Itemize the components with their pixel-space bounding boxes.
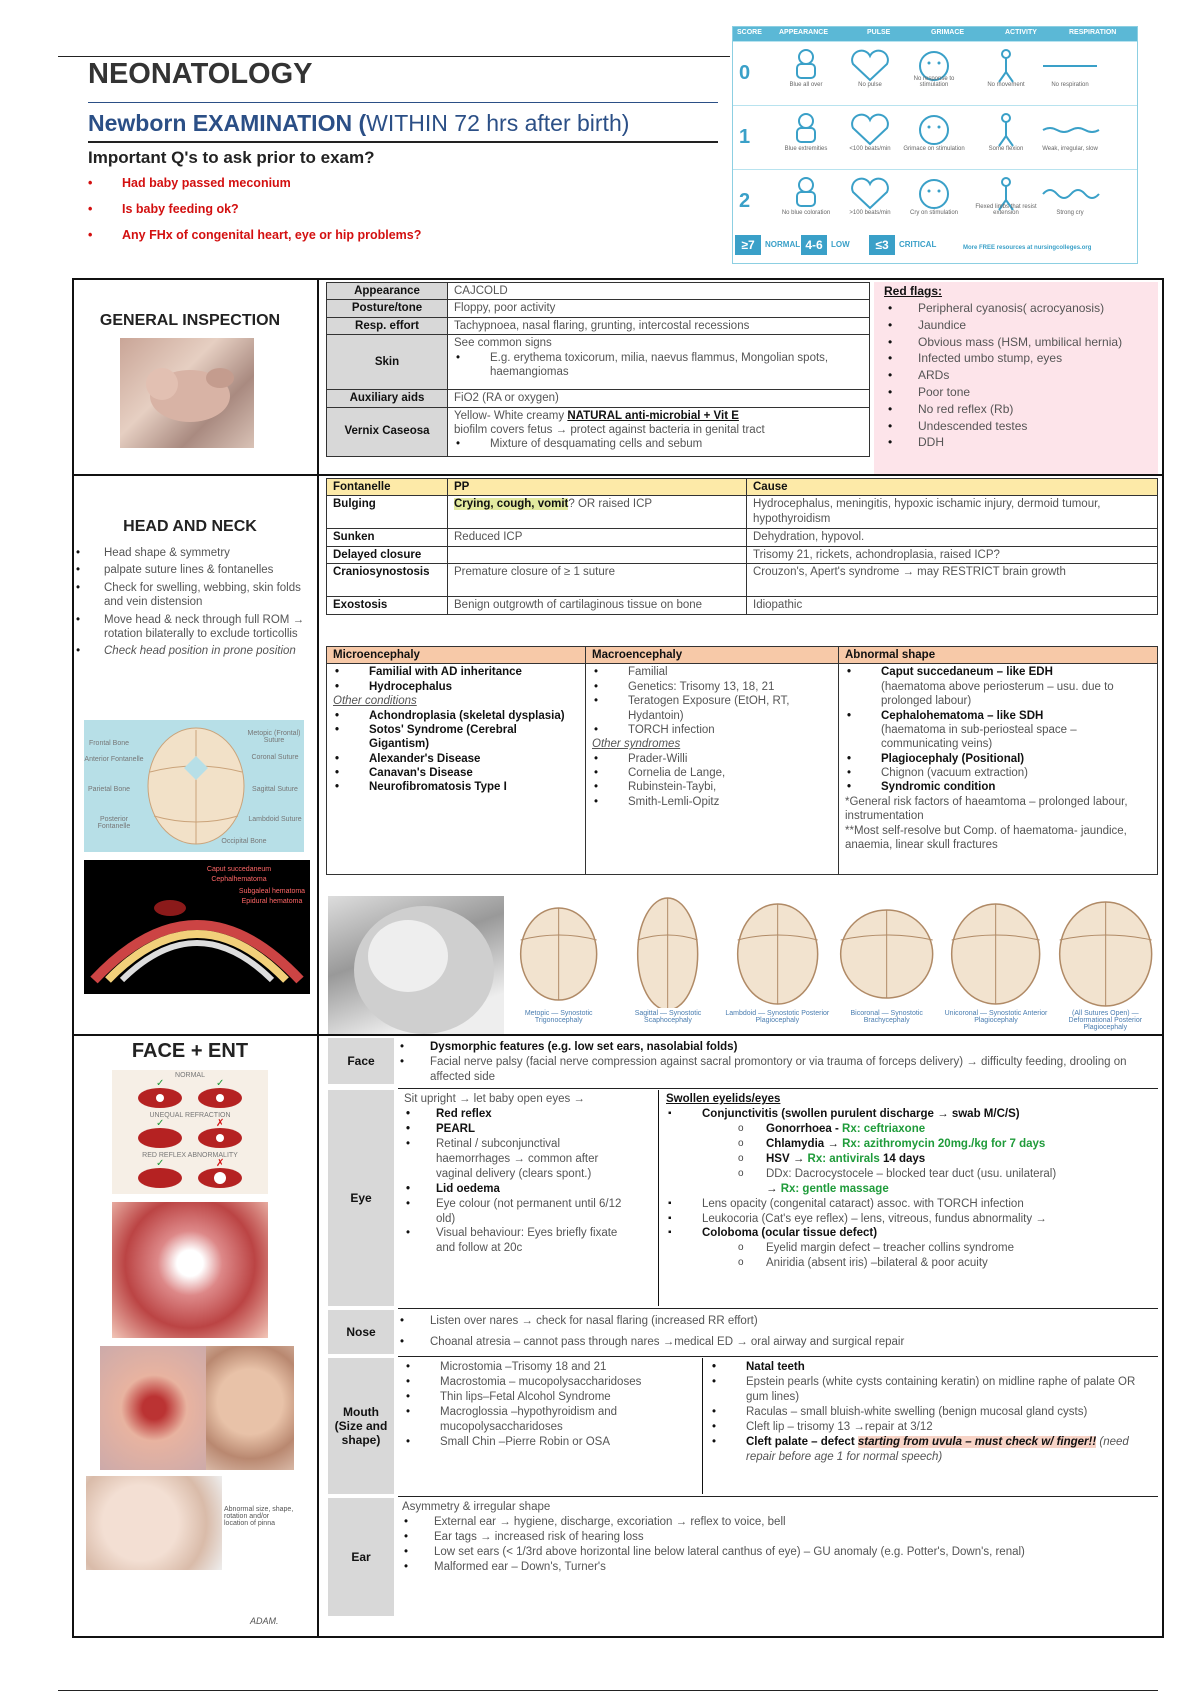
baby-icon [773,112,839,148]
apgar-cell [837,112,903,154]
subtitle-bold: Newborn EXAMINATION ( [88,110,367,136]
eye-item: • PEARL [404,1122,632,1137]
fontanelle-craniosynostosis: Craniosynostosis [327,564,448,597]
bulging-cause: Hydrocephalus, meningitis, hypoxic ischamic injury, dermoid tumour, hypothyroidism [747,496,1158,529]
macro-other-item: • Smith-Lemli-Opitz [592,795,832,809]
fontanelle-bulging: Bulging [327,496,448,529]
apgar-score: 2 [739,190,751,212]
row-face: Face [328,1038,394,1084]
subtitle-rule [88,141,718,143]
red-flag-item: • Obvious mass (HSM, umbilical hernia) [886,334,1158,351]
eye-conjunctivitis: ▪ Conjunctivitis (swollen purulent discharge → swab M/C/S) [666,1107,1158,1122]
mouth-item: • Raculas – small bluish-white swelling (benign mucosal gland cysts) [710,1405,1158,1420]
abnormal-detail: (haematoma above periosterum – usu. due to prolonged labour) [881,680,1114,708]
macro-item: • Genetics: Trisomy 13, 18, 21 [592,680,832,694]
macro-item: • Teratogen Exposure (EtOH, RT, Hydantoin) [592,694,832,723]
micro-cell [327,664,586,875]
face-icon [901,112,967,148]
red-flag-item: • DDH [886,434,1158,451]
conj-rx: Rx: ceftriaxone [842,1122,926,1135]
cleft-palate: Cleft palate – defect [746,1435,858,1448]
skull-label: Lambdoid Suture [248,816,302,823]
col-cause: Cause [747,479,1158,496]
mouth-left-content [404,1360,704,1450]
conj-rx: Rx: gentle massage [780,1182,889,1195]
ear-item: • Ear tags → increased risk of hearing loss [402,1530,1158,1545]
red-flag-item: • Jaundice [886,317,1158,334]
abnormal-note: **Most self-resolve but Comp. of haematoma- jaundice, anaemia, linear skull fractures [845,824,1127,851]
vernix-line2: biofilm covers fetus → protect against bacteria in genital tract [454,423,765,436]
nose-item: • Listen over nares → check for nasal flaring (increased RR effort) [398,1314,1158,1329]
apgar-caption: Weak, irregular, slow [1042,146,1098,152]
exam-frame [72,278,1164,1638]
apgar-score: 0 [739,62,751,84]
apgar-chart [732,26,1138,264]
apgar-cell [973,48,1039,90]
bulging-pp [448,496,747,529]
col-pp: PP [448,479,747,496]
macro-other-item: • Cornelia de Lange, [592,766,832,780]
face-ent-section [74,1034,1162,1638]
nose-row-rule [398,1356,1158,1357]
eye-right-item: ▪ Coloboma (ocular tissue defect) [666,1226,1158,1241]
red-flags-title: Red flags: [884,284,943,298]
head-divider [317,476,319,1036]
eye-intro: Sit upright → let baby open eyes → [404,1093,585,1105]
legend-label-low: LOW [831,240,850,249]
apgar-caption: Strong cry [1056,210,1084,216]
neonatal-skull-diagram [84,720,304,852]
eye-right-item: ▪ Leukocoria (Cat's eye reflex) – lens, vitreous, fundus abnormality → [666,1212,1158,1227]
apgar-col-score: SCORE [737,29,762,36]
conj-ddx: DDx: Dacrocystocele – blocked tear duct (usu. unilateral) [766,1167,1057,1180]
coloboma-item: o Eyelid margin defect – treacher collins syndrome [736,1241,1158,1256]
reflex-label: RED REFLEX ABNORMALITY [142,1152,238,1159]
skull-label: Coronal Suture [251,754,299,761]
subtitle-rest: WITHIN 72 hrs after birth) [366,110,630,136]
nose-item: • Choanal atresia – cannot pass through nares →medical ED → oral airway and surgical repair [398,1335,1158,1350]
conj-rx: Rx: azithromycin 20mg./kg for 7 days [842,1137,1046,1150]
general-divider [317,280,319,474]
top-rule [58,56,730,57]
head-title: HEAD AND NECK [123,518,257,535]
general-title: GENERAL INSPECTION [99,312,281,329]
scalp-label: Caput succedaneum [206,866,272,873]
craniosynostosis-shapes [504,896,1160,1034]
ear-photo [86,1476,222,1570]
sunken-pp: Reduced ICP [448,529,747,546]
conj-cause: Chlamydia → [766,1137,843,1150]
red-flag-item: • ARDs [886,367,1158,384]
apgar-caption: No blue coloration [781,210,831,216]
row-mouth: Mouth (Size and shape) [328,1358,394,1494]
skin-examples: • E.g. erythema toxicorum, milia, naevus flammus, Mongolian spots, haemangiomas [454,351,863,380]
mouth-photo [112,1202,268,1338]
apgar-caption: Cry on stimulation [909,210,959,216]
micro-other-item: • Achondroplasia (skeletal dysplasia) [333,709,579,723]
skull-shape-label: Metopic — Synostotic Trigonocephaly [524,1010,593,1024]
col-macroencephaly: Macroencephaly [586,647,839,664]
head-checks [74,546,310,662]
eye-item: • Lid oedema [404,1182,632,1197]
conj-rx: Rx: antivirals [807,1152,880,1165]
heart-icon [837,48,903,84]
apgar-cell [1037,112,1103,154]
abnormal-item: • Caput succedaneum – like EDH [845,665,1151,679]
apgar-caption: Flexed limbs that resist extension [975,204,1037,216]
delayed-cause: Trisomy 21, rickets, achondroplasia, raised ICP? [747,546,1158,563]
vernix-line3: • Mixture of desquamating cells and sebum [454,437,863,451]
scalp-label: Subgaleal hematoma [238,888,306,895]
apgar-cell [837,48,903,90]
cleft-palate-note: (need repair before age 1 for normal speech) [746,1435,1129,1463]
svg-text:✓: ✓ [216,1078,225,1089]
cranio-pp: Premature closure of ≥ 1 suture [448,564,747,597]
row-eye: Eye [328,1090,394,1306]
micro-item: • Hydrocephalus [333,680,579,694]
apgar-caption: <100 beats/min [849,146,891,152]
legend-label-normal: NORMAL [765,240,801,249]
eye-divider [658,1090,659,1306]
red-flag-item: • Peripheral cyanosis( acrocyanosis) [886,300,1158,317]
apgar-cell [1037,176,1103,218]
exostosis-cause: Idiopathic [747,597,1158,614]
apgar-row [733,41,1137,104]
scalp-label: Epidural hematoma [241,898,303,905]
apgar-caption: Some flexion [988,146,1024,152]
newborn-photo [120,338,254,448]
question-item: • Had baby passed meconium [88,176,421,190]
heart-icon [837,112,903,148]
col-fontanelle: Fontanelle [327,479,448,496]
macro-cell [586,664,839,875]
face-title: FACE + ENT [131,1040,249,1062]
apgar-header [733,27,1137,41]
ear-item: • External ear → hygiene, discharge, excoriation → reflex to voice, bell [402,1515,1158,1530]
abnormal-cell [839,664,1158,875]
apgar-row [733,169,1137,232]
face-divider [317,1036,319,1638]
limbs-icon [973,48,1039,84]
apgar-cell [901,112,967,154]
row-nose: Nose [328,1310,394,1354]
svg-text:✗: ✗ [216,1158,225,1169]
red-flag-item: • Undescended testes [886,418,1158,435]
ear-item: • Malformed ear – Down's, Turner's [402,1560,1158,1575]
conj-cause: HSV → [766,1152,808,1165]
row-ear: Ear [328,1498,394,1616]
skull-shape-label: Unicoronal — Synostotic Anterior Plagiocephaly [944,1010,1048,1024]
baby-head-photo [328,896,504,1034]
skull-top-view-icon [941,896,1050,1008]
appearance-value: CAJCOLD [448,283,870,300]
skull-label: Anterior Fontanelle [84,756,144,763]
face-icon [901,176,967,212]
apgar-col-respiration: RESPIRATION [1069,29,1117,36]
face-content [398,1040,1158,1085]
vernix-value [448,407,870,456]
apgar-cell [773,176,839,218]
bulging-pp-text: ? OR raised ICP [568,498,653,511]
abnormal-item: • Chignon (vacuum extraction) [845,766,1151,780]
head-check-item: • Check head position in prone position [74,644,310,658]
eye-row-rule [398,1308,1158,1309]
cleft-lip-photo-1 [100,1346,208,1470]
bulging-pp-highlight: Crying, cough, vomit [454,498,569,511]
col-microencephaly: Microencephaly [327,647,586,664]
skull-shape-label: Lambdoid — Synostotic Posterior Plagiocephaly [725,1010,830,1024]
question-item: • Any FHx of congenital heart, eye or hip problems? [88,228,421,242]
head-size-table [326,646,1158,875]
skull-top-view-icon [1051,896,1160,1008]
apgar-cell [1037,48,1103,90]
red-flag-item: • No red reflex (Rb) [886,401,1158,418]
micro-other-item: • Alexander's Disease [333,752,579,766]
limbs-icon [973,112,1039,148]
micro-other-item: • Neurofibromatosis Type I [333,780,579,794]
apgar-cell [773,112,839,154]
mouth-item: • Epstein pearls (white cysts containing keratin) on midline raphe of palate OR gum lines) [710,1375,1158,1405]
apgar-cell [837,176,903,218]
fontanelle-exostosis: Exostosis [327,597,448,614]
apgar-caption: No movement [987,82,1025,88]
baby-head-illustration [328,896,504,1034]
bottom-rule [58,1690,1158,1691]
red-flag-item: • Infected umbo stump, eyes [886,350,1158,367]
exostosis-pp: Benign outgrowth of cartilaginous tissue on bone [448,597,747,614]
apgar-caption: Grimace on stimulation [903,146,965,152]
skull-shape-label: Sagittal — Synostotic Scaphocephaly [634,1010,702,1024]
scalp-layers-illustration [84,860,310,994]
macro-item: • TORCH infection [592,723,832,737]
fontanelle-table [326,478,1158,615]
mouth-item: • Thin lips–Fetal Alcohol Syndrome [404,1390,704,1405]
apgar-footer: More FREE resources at nursingcolleges.org [963,245,1092,251]
eye-right-item: ▪ Lens opacity (congenital cataract) assoc. with TORCH infection [666,1197,1158,1212]
mouth-item: • Natal teeth [710,1360,1158,1375]
resp-value: Tachypnoea, nasal flaring, grunting, intercostal recessions [448,317,870,334]
newborn-illustration [120,338,254,448]
mouth-item: Microstomia –Trisomy 18 and 21 [440,1361,607,1373]
skin-line: See common signs [454,337,552,350]
row-vernix: Vernix Caseosa [327,407,448,456]
questions-list [88,176,421,254]
apgar-legend [733,235,1137,257]
apgar-cell [973,112,1039,154]
breath-wave-icon [1037,112,1103,148]
head-check-item: • Move head & neck through full ROM → rotation bilaterally to exclude torticollis [74,613,310,642]
apgar-caption: No pulse [858,82,882,88]
ear-content [402,1500,1158,1575]
conj-arrow: → [766,1182,781,1195]
mouth-row-rule [398,1496,1158,1497]
vernix-line1: Yellow- White creamy [454,409,568,422]
apgar-col-appearance: APPEARANCE [779,29,829,36]
mouth-item: • Macroglossia –hypothyroidism and mucopolysaccharidoses [404,1405,704,1435]
breath-wave-icon [1037,176,1103,212]
question-item: • Is baby feeding ok? [88,202,421,216]
reflex-label: NORMAL [175,1072,205,1079]
scalp-haematoma-diagram [84,860,310,994]
micro-other-item: • Sotos' Syndrome (Cerebral Gigantism) [333,723,579,752]
title-rule [88,102,718,103]
abnormal-detail: (haematoma in sub-periosteal space – communicating veins) [881,723,1077,751]
legend-label-critical: CRITICAL [899,240,937,249]
legend-chip-low: 4-6 [801,235,827,255]
vernix-bold: NATURAL anti-microbial + Vit E [567,409,739,422]
face-item: • Facial nerve palsy (facial nerve compression against sacral promontory or via trauma of forceps delivery) → difficulty feeding, drooling on affected side [398,1055,1158,1085]
apgar-cell [901,176,967,218]
baby-icon [773,48,839,84]
mouth-item: • Cleft lip – trisomy 13 →repair at 3/12 [710,1420,1158,1435]
apgar-caption: No response to stimulation [913,76,955,88]
skull-shape [613,896,722,1034]
macro-item: • Familial [592,665,832,679]
skull-top-view-icon [723,896,832,1008]
cranio-cause: Crouzon's, Apert's syndrome → may RESTRICT brain growth [747,564,1158,597]
red-flags-box [874,282,1158,474]
red-reflex-panel [112,1070,268,1194]
aux-value: FiO2 (RA or oxygen) [448,390,870,407]
skull-label: Metopic (Frontal) Suture [247,730,301,744]
coloboma-item: o Aniridia (absent iris) –bilateral & poor acuity [736,1256,1158,1271]
skull-label: Frontal Bone [88,740,130,747]
apgar-col-pulse: PULSE [867,29,891,36]
skull-shape [832,896,941,1034]
apgar-caption: No respiration [1051,82,1089,88]
ear-intro: Asymmetry & irregular shape [402,1501,551,1513]
mouth-divider [702,1358,703,1494]
row-resp-effort: Resp. effort [327,317,448,334]
svg-text:✓: ✓ [156,1118,165,1129]
skull-top-view-icon [504,896,613,1008]
macro-other-item: • Rubinstein-Taybi, [592,780,832,794]
legend-chip-normal: ≥7 [735,235,761,255]
ear-item: • Low set ears (< 1/3rd above horizontal line below lateral canthus of eye) – GU anomaly (e.g. Potter's, Down's, renal) [402,1545,1158,1560]
micro-item: • Familial with AD inheritance [333,665,579,679]
general-table [326,282,870,457]
skull-top-view-icon [613,896,722,1008]
conj-duration: 14 days [879,1152,926,1165]
abnormal-note: *General risk factors of haeamtoma – prolonged labour, instrumentation [845,795,1128,823]
skull-top-view-icon [832,896,941,1008]
scalp-label: Cephalhematoma [211,876,267,883]
face-row-rule [398,1088,1158,1089]
row-skin: Skin [327,335,448,390]
abnormal-item: • Syndromic condition [845,780,1151,794]
questions-heading: Important Q's to ask prior to exam? [88,148,375,167]
mouth-item: • Macrostomia – mucopolysaccharidoses [404,1375,704,1390]
skin-value [448,335,870,390]
skull-label: Sagittal Suture [252,786,298,793]
adam-logo: ADAM. [250,1616,279,1626]
row-posture: Posture/tone [327,300,448,317]
svg-text:✓: ✓ [156,1078,165,1089]
fontanelle-sunken: Sunken [327,529,448,546]
nose-content [398,1314,1158,1350]
skull-shape [723,896,832,1034]
row-appearance: Appearance [327,283,448,300]
legend-chip-critical: ≤3 [869,235,895,255]
skull-shape-label: Bicoronal — Synostotic Brachycephaly [850,1010,923,1024]
head-neck-section [74,474,1162,1036]
head-check-item: • palpate suture lines & fontanelles [74,563,310,577]
eye-item-red-reflex: • Red reflex [404,1107,632,1122]
macro-other-item: • Prader-Willi [592,752,832,766]
apgar-cell [973,176,1039,218]
apgar-caption: >100 beats/min [849,210,891,216]
abnormal-item: • Plagiocephaly (Positional) [845,752,1151,766]
micro-other-heading: Other conditions [333,695,417,708]
skull-shape-label: (All Sutures Open) — Deformational Posterior Plagiocephaly [1068,1010,1143,1031]
ear-photo-caption: Abnormal size, shape, rotation and/or location of pinna [224,1506,294,1527]
cleft-lip-photo-2 [206,1346,294,1470]
skull-label: Parietal Bone [87,786,131,793]
svg-text:✗: ✗ [216,1118,225,1129]
apgar-caption: Blue all over [789,82,823,88]
conj-cause: Gonorrhoea - [766,1122,843,1135]
apgar-score: 1 [739,126,751,148]
apgar-row [733,105,1137,168]
sunken-cause: Dehydration, hypovol. [747,529,1158,546]
delayed-pp [448,546,747,563]
apgar-cell [901,48,967,90]
col-abnormal-shape: Abnormal shape [839,647,1158,664]
eye-right-title: Swollen eyelids/eyes [666,1093,781,1105]
apgar-col-grimace: GRIMACE [931,29,965,36]
eye-item: • Visual behaviour: Eyes briefly fixate and follow at 20c [404,1226,632,1256]
red-reflex-eyes [112,1070,268,1194]
apgar-caption: Blue extremities [784,146,828,152]
svg-text:✓: ✓ [156,1158,165,1169]
page-subtitle [88,110,629,137]
skull-label: Occipital Bone [221,838,267,845]
breath-wave-icon [1037,48,1103,84]
heart-icon [837,176,903,212]
head-check-item: • Check for swelling, webbing, skin folds and vein distension [74,581,310,610]
mouth-right-content [710,1360,1158,1465]
cleft-palate-highlight: starting from uvula – must check w/ finger!! [857,1435,1097,1448]
eye-left-content [404,1092,632,1256]
red-flag-item: • Poor tone [886,384,1158,401]
skull-shape [1051,896,1160,1034]
fontanelle-delayed: Delayed closure [327,546,448,563]
page-title: NEONATOLOGY [88,58,313,90]
mouth-item: • Small Chin –Pierre Robin or OSA [404,1435,704,1450]
apgar-cell [773,48,839,90]
face-item: Dysmorphic features (e.g. low set ears, nasolabial folds) [430,1041,738,1053]
apgar-col-activity: ACTIVITY [1005,29,1037,36]
skull-shape [941,896,1050,1034]
skull-label: Posterior Fontanelle [97,816,131,830]
skull-shape [504,896,613,1034]
macro-other-heading: Other syndromes [592,738,681,751]
eye-item: • Eye colour (not permanent until 6/12 old) [404,1197,632,1227]
row-auxiliary: Auxiliary aids [327,390,448,407]
eye-item: • Retinal / subconjunctival haemorrhages → common after vaginal delivery (clears spont.) [404,1137,632,1182]
eye-right-content [666,1092,1158,1271]
micro-other-item: • Canavan's Disease [333,766,579,780]
head-check-item: • Head shape & symmetry [74,546,310,560]
posture-value: Floppy, poor activity [448,300,870,317]
abnormal-item: • Cephalohematoma – like SDH [845,709,1151,723]
reflex-label: UNEQUAL REFRACTION [149,1112,231,1119]
baby-icon [773,176,839,212]
